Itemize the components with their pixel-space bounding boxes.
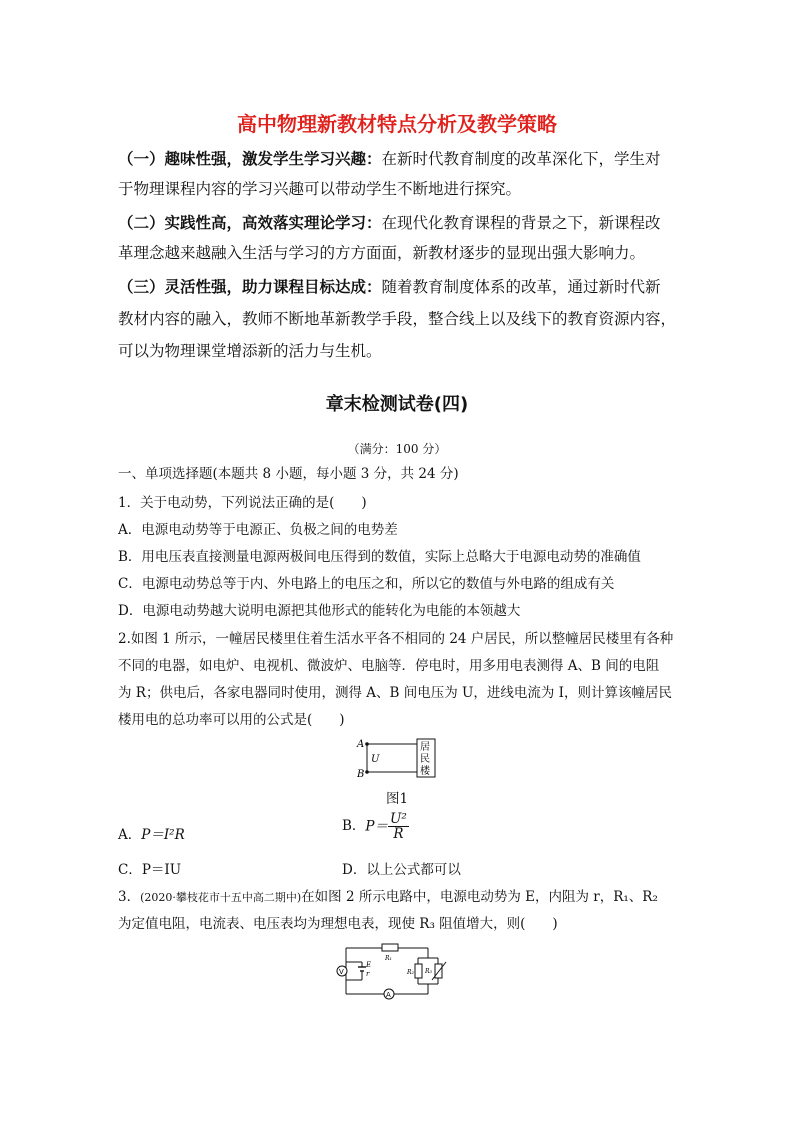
intro-text-1b: 于物理课程内容的学习兴趣可以带动学生不断地进行探究。 <box>118 180 522 198</box>
q2-line-3: 为 R；供电后，各家电器同时使用，测得 A、B 间电压为 U，进线电流为 I，则计算该幢居民 <box>118 685 672 701</box>
emf-label: E <box>366 961 372 969</box>
q2-option-b-lhs: P＝ <box>365 818 389 835</box>
r2-label: R₂ <box>407 969 414 976</box>
q3-source: (2020·攀枝花市十五中高二期中) <box>140 891 302 904</box>
figure-1-caption: 图1 <box>386 791 409 807</box>
q2-option-a <box>118 822 185 848</box>
q2-line-1: 2.如图 1 所示，一幢居民楼里住着生活水平各不相同的 24 户居民，所以整幢居民楼里有各种 <box>118 631 674 647</box>
q3-line-2: 为定值电阻，电流表、电压表均为理想电表，现使 R₃ 阻值增大，则( ) <box>118 916 558 932</box>
resistor-r1 <box>382 944 398 951</box>
q1-option-a: A．电源电动势等于电源正、负极之间的电势差 <box>118 522 398 538</box>
intro-text-1a: 在新时代教育制度的改革深化下，学生对 <box>381 150 661 168</box>
q2-line-4: 楼用电的总功率可以用的公式是( ) <box>118 712 345 728</box>
page-title: 高中物理新教材特点分析及教学策略 <box>237 112 557 136</box>
q2-option-a-label: A． <box>118 827 142 843</box>
q1-option-c: C．电源电动势总等于内、外电路上的电压之和，所以它的数值与外电路的组成有关 <box>118 576 615 592</box>
q2-option-b-numerator: U² <box>390 811 407 827</box>
section-heading: 一、单项选择题(本题共 8 小题，每小题 3 分，共 24 分) <box>118 466 459 482</box>
q2-option-c: C．P＝IU <box>118 862 182 878</box>
intro-lead-1: （一）趣味性强，激发学生学习兴趣： <box>118 150 382 168</box>
intro-text-2b: 革理念越来越融入生活与学习的方方面面，新教材逐步的显现出强大影响力。 <box>118 244 646 262</box>
intro-text-3a: 随着教育制度体系的改革，通过新时代新 <box>381 278 661 296</box>
r3-label: R₃ <box>425 968 432 975</box>
q2-option-a-expr: P＝I²R <box>141 827 185 843</box>
q2-option-b-denominator: R <box>393 826 404 842</box>
figure-1-diagram <box>355 736 440 780</box>
q2-option-b <box>342 812 409 841</box>
fig1-building-char-1: 居 <box>420 742 430 753</box>
r1-label: R₁ <box>385 955 392 962</box>
q2-line-2: 不同的电器，如电炉、电视机、微波炉、电脑等．停电时，用多用电表测得 A、B 间的电阻 <box>118 658 660 674</box>
fig1-label-u: U <box>371 754 380 765</box>
intro-paragraph-1 <box>118 145 661 173</box>
q1-option-b: B．用电压表直接测量电源两极间电压得到的数值，实际上总略大于电源电动势的准确值 <box>118 549 641 565</box>
q1-stem: 1．关于电动势，下列说法正确的是( ) <box>118 495 367 511</box>
fig1-label-b: B <box>357 769 365 780</box>
fig1-building-char-3: 楼 <box>420 766 430 777</box>
q3-line-1-text: 在如图 2 所示电路中，电源电动势为 E，内阻为 r，R₁、R₂ <box>301 889 658 905</box>
intro-lead-2: （二）实践性高，高效落实理论学习： <box>118 214 382 232</box>
resistor-r2 <box>415 964 422 978</box>
figure-2-circuit <box>332 940 450 1000</box>
intro-paragraph-2 <box>118 209 661 237</box>
fig1-building-char-2: 民 <box>420 754 430 765</box>
voltmeter-label: V <box>339 968 344 976</box>
ammeter-label: A <box>386 991 391 999</box>
score-note: （满分：100 分） <box>347 442 447 456</box>
fig1-label-a: A <box>357 739 365 750</box>
q2-option-b-label: B． <box>342 818 366 834</box>
internal-resistance-label: r <box>366 970 370 978</box>
q3-line-1: 3．(2020·攀枝花市十五中高二期中)在如图 2 所示电路中，电源电动势为 E，内阻为 r，R₁、R₂ <box>118 889 658 905</box>
intro-lead-3: （三）灵活性强，助力课程目标达成： <box>118 278 382 296</box>
q2-option-b-fraction <box>388 812 409 841</box>
intro-text-3c: 可以为物理课堂增添新的活力与生机。 <box>118 342 382 360</box>
intro-paragraph-3 <box>118 273 661 301</box>
exam-title: 章末检测试卷(四) <box>325 394 469 415</box>
intro-text-2a: 在现代化教育课程的背景之下，新课程改 <box>381 214 661 232</box>
q2-option-d: D．以上公式都可以 <box>342 862 461 878</box>
q1-option-d: D．电源电动势越大说明电源把其他形式的能转化为电能的本领越大 <box>118 603 521 619</box>
intro-text-3b: 教材内容的融入，教师不断地革新教学手段，整合线上以及线下的教育资源内容， <box>118 310 677 328</box>
